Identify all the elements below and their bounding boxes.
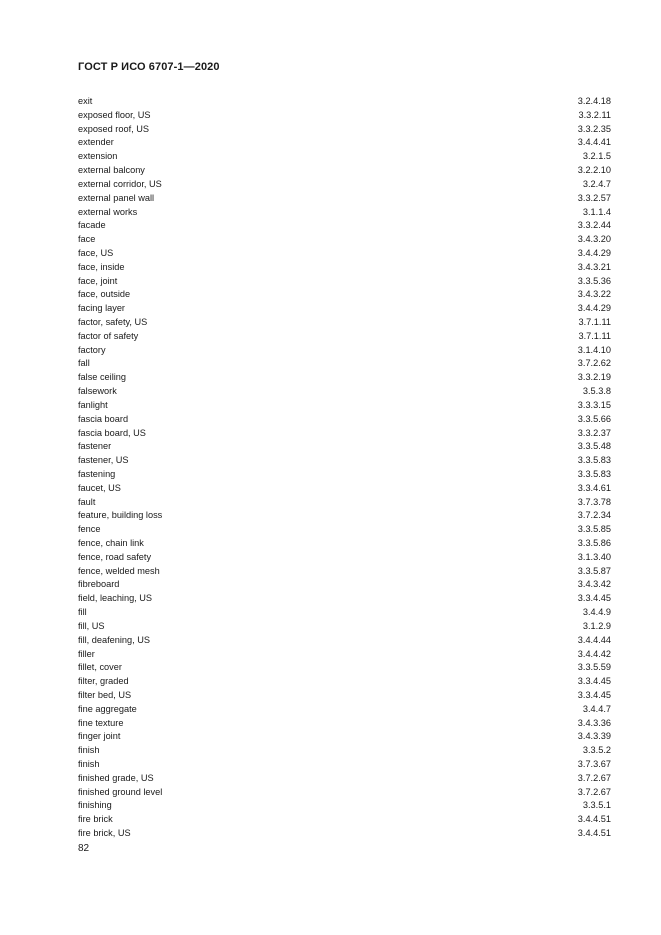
index-entry: [78, 799, 611, 813]
index-reference: 3.3.5.48: [577, 441, 611, 452]
index-entry: [78, 634, 611, 648]
index-reference: 3.2.4.18: [577, 96, 611, 106]
index-reference: 3.3.4.45: [577, 676, 611, 687]
index-reference: 3.3.5.87: [577, 565, 611, 576]
index-term: face, joint: [78, 275, 118, 286]
index-entry: [78, 592, 611, 606]
index-entry: [78, 675, 611, 689]
index-entry: [78, 288, 611, 302]
index-reference: 3.3.4.45: [577, 689, 611, 700]
index-reference: 3.1.4.10: [577, 344, 611, 355]
index-reference: 3.2.2.10: [577, 165, 611, 176]
index-term: face, US: [78, 247, 114, 258]
index-reference: 3.4.4.29: [577, 303, 611, 314]
index-entry: [78, 509, 611, 523]
index-entry: [78, 427, 611, 441]
index-entry: [78, 219, 611, 233]
index-entry: [78, 551, 611, 565]
index-term: finished grade, US: [78, 772, 154, 783]
index-reference: 3.3.5.2: [582, 745, 611, 756]
index-term: external balcony: [78, 165, 145, 176]
index-reference: 3.3.5.83: [577, 468, 611, 479]
index-entry: [78, 413, 611, 427]
index-term: external corridor, US: [78, 178, 162, 189]
index-entry: [78, 233, 611, 247]
index-term: facade: [78, 220, 106, 231]
index-term: fence, chain link: [78, 538, 144, 548]
index-entry: [78, 482, 611, 496]
index-term: factory: [78, 344, 106, 355]
index-reference: 3.7.1.11: [578, 330, 611, 341]
index-reference: 3.4.4.29: [577, 247, 611, 258]
index-entry: [78, 316, 611, 330]
index-entry: [78, 95, 611, 109]
index-term: fine texture: [78, 717, 124, 728]
index-entry: [78, 537, 611, 551]
index-term: fill: [78, 607, 87, 618]
index-reference: 3.7.2.34: [577, 510, 611, 521]
index-term: fill, deafening, US: [78, 634, 151, 645]
index-reference: 3.3.5.85: [577, 524, 611, 535]
index-reference: 3.2.4.7: [582, 178, 611, 189]
index-reference: 3.3.2.37: [577, 427, 611, 438]
index-term: filter bed, US: [78, 689, 132, 700]
index-term: fastener: [78, 441, 112, 452]
index-entry: [78, 330, 611, 344]
index-list: [78, 95, 611, 841]
index-entry: [78, 689, 611, 703]
index-term: external works: [78, 206, 138, 217]
index-term: factor of safety: [78, 330, 139, 341]
index-reference: 3.4.3.39: [577, 731, 611, 742]
index-term: fence: [78, 524, 101, 535]
index-term: finger joint: [78, 731, 121, 742]
index-entry: [78, 827, 611, 841]
index-reference: 3.4.3.22: [577, 289, 611, 300]
index-term: exposed roof, US: [78, 123, 149, 134]
index-term: false ceiling: [78, 372, 127, 383]
index-entry: [78, 178, 611, 192]
index-reference: 3.3.5.1: [582, 800, 611, 811]
index-term: external panel wall: [78, 192, 155, 203]
index-entry: [78, 164, 611, 178]
index-term: face, outside: [78, 289, 131, 300]
index-entry: [78, 744, 611, 758]
index-reference: 3.4.4.51: [577, 814, 611, 825]
index-reference: 3.4.4.9: [582, 607, 611, 618]
index-reference: 3.2.1.5: [582, 151, 611, 162]
index-reference: 3.3.5.59: [577, 662, 611, 673]
index-entry: [78, 344, 611, 358]
index-term: fastener, US: [78, 455, 129, 466]
index-reference: 3.4.3.42: [577, 579, 611, 590]
index-term: finish: [78, 759, 100, 769]
index-term: fine aggregate: [78, 703, 137, 714]
index-reference: 3.3.2.35: [577, 123, 611, 134]
index-reference: 3.3.4.61: [577, 482, 611, 493]
index-term: feature, building loss: [78, 510, 163, 521]
index-reference: 3.3.2.11: [578, 109, 611, 120]
index-term: factor, safety, US: [78, 317, 148, 327]
index-term: fault: [78, 496, 96, 507]
index-reference: 3.7.1.11: [578, 317, 611, 327]
index-term: finishing: [78, 800, 112, 811]
index-reference: 3.4.4.51: [577, 828, 611, 839]
index-term: fire brick, US: [78, 828, 131, 839]
index-term: fascia board, US: [78, 427, 146, 438]
index-entry: [78, 440, 611, 454]
page-number: 82: [78, 843, 90, 854]
index-reference: 3.3.2.57: [577, 192, 611, 203]
index-reference: 3.7.3.67: [577, 759, 611, 769]
index-entry: [78, 496, 611, 510]
index-term: faucet, US: [78, 482, 121, 493]
index-entry: [78, 523, 611, 537]
index-term: exposed floor, US: [78, 109, 151, 120]
index-term: face: [78, 234, 96, 245]
index-term: fence, road safety: [78, 551, 152, 562]
index-reference: 3.3.5.83: [577, 455, 611, 466]
index-reference: 3.3.5.66: [577, 413, 611, 424]
index-term: exit: [78, 96, 93, 106]
index-entry: [78, 371, 611, 385]
index-term: finished ground level: [78, 786, 163, 797]
index-term: fence, welded mesh: [78, 565, 160, 576]
index-entry: [78, 813, 611, 827]
index-entry: [78, 454, 611, 468]
index-entry: [78, 357, 611, 371]
index-reference: 3.7.2.62: [577, 358, 611, 369]
index-reference: 3.4.4.44: [577, 634, 611, 645]
index-term: filter, graded: [78, 676, 129, 687]
index-entry: [78, 247, 611, 261]
index-term: fanlight: [78, 399, 108, 410]
index-entry: [78, 730, 611, 744]
index-term: finish: [78, 745, 100, 756]
index-term: extender: [78, 137, 114, 148]
index-entry: [78, 758, 611, 772]
index-entry: [78, 648, 611, 662]
index-entry: [78, 261, 611, 275]
index-term: fall: [78, 358, 90, 369]
index-reference: 3.4.4.7: [582, 703, 611, 714]
index-reference: 3.3.4.45: [577, 593, 611, 604]
index-reference: 3.5.3.8: [582, 386, 611, 397]
index-entry: [78, 275, 611, 289]
index-entry: [78, 703, 611, 717]
index-entry: [78, 123, 611, 137]
index-reference: 3.3.2.44: [577, 220, 611, 231]
index-entry: [78, 192, 611, 206]
index-entry: [78, 385, 611, 399]
index-term: fill, US: [78, 620, 105, 631]
index-entry: [78, 717, 611, 731]
index-entry: [78, 606, 611, 620]
index-reference: 3.3.5.36: [577, 275, 611, 286]
index-term: fibreboard: [78, 579, 120, 590]
index-reference: 3.4.3.36: [577, 717, 611, 728]
index-reference: 3.1.1.4: [582, 206, 611, 217]
index-reference: 3.3.2.19: [577, 372, 611, 383]
index-reference: 3.7.2.67: [577, 772, 611, 783]
index-reference: 3.7.2.67: [577, 786, 611, 797]
index-reference: 3.3.5.86: [577, 538, 611, 548]
index-reference: 3.4.4.42: [577, 648, 611, 659]
index-entry: [78, 578, 611, 592]
index-term: extension: [78, 151, 118, 162]
index-entry: [78, 468, 611, 482]
index-reference: 3.4.3.20: [577, 234, 611, 245]
index-reference: 3.4.3.21: [577, 261, 611, 272]
index-entry: [78, 772, 611, 786]
index-entry: [78, 136, 611, 150]
index-term: fire brick: [78, 814, 113, 825]
index-term: fascia board: [78, 413, 129, 424]
index-term: filler: [78, 648, 95, 659]
index-term: face, inside: [78, 261, 125, 272]
index-term: falsework: [78, 386, 117, 397]
index-term: fastening: [78, 468, 116, 479]
index-entry: [78, 109, 611, 123]
index-entry: [78, 565, 611, 579]
index-entry: [78, 206, 611, 220]
index-reference: 3.4.4.41: [577, 137, 611, 148]
index-reference: 3.3.3.15: [577, 399, 611, 410]
index-entry: [78, 302, 611, 316]
index-reference: 3.1.2.9: [582, 620, 611, 631]
index-entry: [78, 399, 611, 413]
index-entry: [78, 150, 611, 164]
index-term: field, leaching, US: [78, 593, 153, 604]
index-entry: [78, 661, 611, 675]
page-header: ГОСТ Р ИСО 6707-1—2020: [78, 61, 220, 73]
index-term: facing layer: [78, 303, 125, 314]
index-reference: 3.1.3.40: [577, 551, 611, 562]
index-entry: [78, 620, 611, 634]
index-entry: [78, 786, 611, 800]
index-reference: 3.7.3.78: [577, 496, 611, 507]
index-term: fillet, cover: [78, 662, 122, 673]
